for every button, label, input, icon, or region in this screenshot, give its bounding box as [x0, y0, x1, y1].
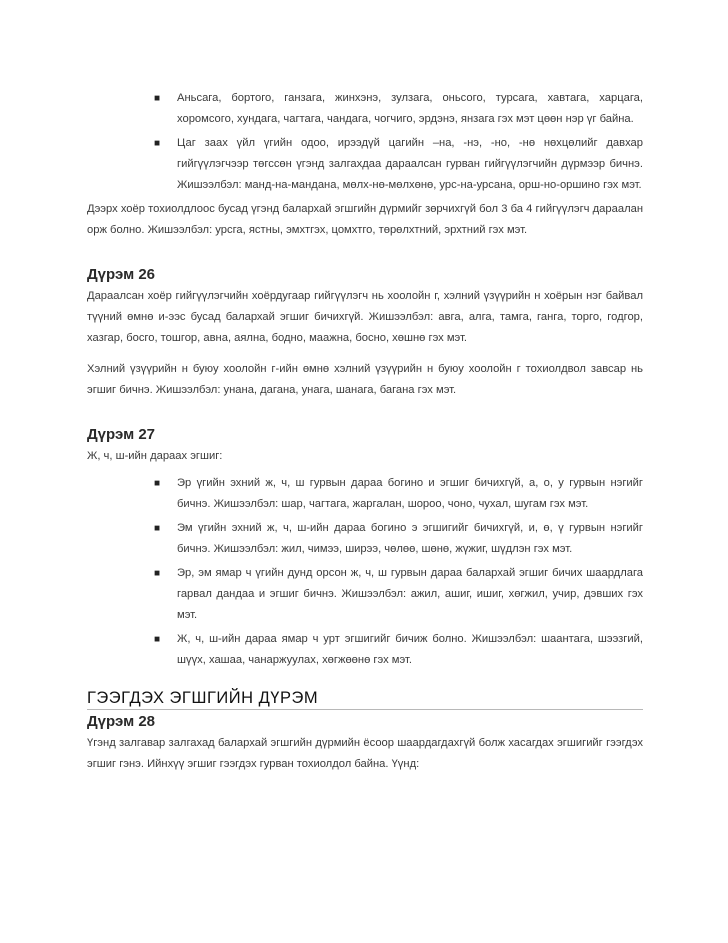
- paragraph: Хэлний үзүүрийн н буюу хоолойн г-ийн өмнө хэлний үзүүрийн н буюу хоолойн г тохиолдвол завсар нь эгшиг бичнэ. Жишээлбэл: унана, дагана, унага, шанага, багана гэх мэт.: [87, 363, 643, 396]
- bullet-icon: ■: [154, 634, 161, 645]
- list-item: [87, 473, 643, 515]
- bullet-icon: ■: [154, 138, 161, 149]
- bullet-icon: ■: [154, 93, 161, 104]
- list-item-text: Эм үгийн эхний ж, ч, ш-ийн дараа богино э эгшигийг бичихгүй, и, ө, ү гурвын нэгийг бичнэ. Жишээлбэл: жил, чимээ, ширээ, чөлөө, шөнө, жүжиг, шүдлэн гэх мэт.: [177, 522, 643, 555]
- paragraph: Дараалсан хоёр гийгүүлэгчийн хоёрдугаар гийгүүлэгч нь хоолойн г, хэлний үзүүрийн н хоёрын нэг байвал түүний өмнө и-ээс бусад балархай эгшиг бичихгүй. Жишээлбэл: авга, алга, тамга, ганга, торго, годгор, хазгар, босго, тошгор, авна, аялна, бодно, маажна, босно, хөшнө гэх мэт.: [87, 290, 643, 344]
- bullet-icon: ■: [154, 523, 161, 534]
- list-item: [87, 133, 643, 196]
- list-item: [87, 518, 643, 560]
- list-item-text: Ж, ч, ш-ийн дараа ямар ч урт эгшигийг бичиж болно. Жишээлбэл: шаантага, шээзгий, шүүх, хашаа, чанаржуулах, хөгжөөнө гэх мэт.: [177, 633, 643, 666]
- bullet-list-1: [87, 88, 643, 196]
- paragraph: Ж, ч, ш-ийн дараах эгшиг:: [87, 450, 223, 462]
- list-item-text: Аньсага, бортого, ганзага, жинхэнэ, зулзага, оньсого, турсага, хавтага, харцага, хоромсого, хундага, чагтага, чандага, чогчиго, эрдэнэ, янзага гэх мэт цөөн нэр үг байна.: [177, 92, 643, 125]
- list-item-text: Цаг заах үйл үгийн одоо, ирээдүй цагийн –на, -нэ, -но, -нө нөхцөлийг давхар гийгүүлэгчээр төгссөн үгэнд залгахдаа дараалсан гурван гийгүүлэгчийн дүрмээр бичнэ. Жишээлбэл: манд-на-мандана, мөлх-нө-мөлхөнө, урс-на-урсана, орш-но-оршино гэх мэт.: [177, 137, 643, 191]
- list-item: [87, 629, 643, 671]
- list-item: [87, 88, 643, 130]
- paragraph: Дээрх хоёр тохиолдлоос бусад үгэнд балархай эгшгийн дүрмийг зөрчихгүй бол 3 ба 4 гийгүүлэгч дараалан орж болно. Жишээлбэл: урсга, ястны, эмхтгэх, цомхтго, төрөлхтний, эрхтний гэх мэт.: [87, 203, 643, 236]
- list-item-text: Эр үгийн эхний ж, ч, ш гурвын дараа богино и эгшиг бичихгүй, а, о, у гурвын нэгийг бичнэ. Жишээлбэл: шар, чагтага, жаргалан, шороо, чоно, чухал, шугам гэх мэт.: [177, 477, 643, 510]
- bullet-list-2: [87, 473, 643, 671]
- list-item: [87, 563, 643, 626]
- list-item-text: Эр, эм ямар ч үгийн дунд орсон ж, ч, ш гурвын дараа балархай эгшиг бичих шаардлага гарвал дандаа и эгшиг бичнэ. Жишээлбэл: ажил, ашиг, ишиг, хөгжил, учир, дэвших гэх мэт.: [177, 567, 643, 621]
- rule-27-heading: Дүрэм 27: [87, 426, 156, 443]
- document-page: [87, 88, 643, 785]
- bullet-icon: ■: [154, 568, 161, 579]
- bullet-icon: ■: [154, 478, 161, 489]
- rule-28-heading: Дүрэм 28: [87, 713, 156, 730]
- paragraph: Үгэнд залгавар залгахад балархай эгшгийн дүрмийн ёсоор шаардагдахгүй болж хасагдах эгшигийг гээгдэх эгшиг гэнэ. Ийнхүү эгшиг гээгдэх гурван тохиолдол байна. Үүнд:: [87, 737, 643, 770]
- rule-26-heading: Дүрэм 26: [87, 266, 156, 283]
- section-divider: [87, 709, 643, 710]
- section-heading: ГЭЭГДЭХ ЭГШГИЙН ДҮРЭМ: [87, 689, 319, 707]
